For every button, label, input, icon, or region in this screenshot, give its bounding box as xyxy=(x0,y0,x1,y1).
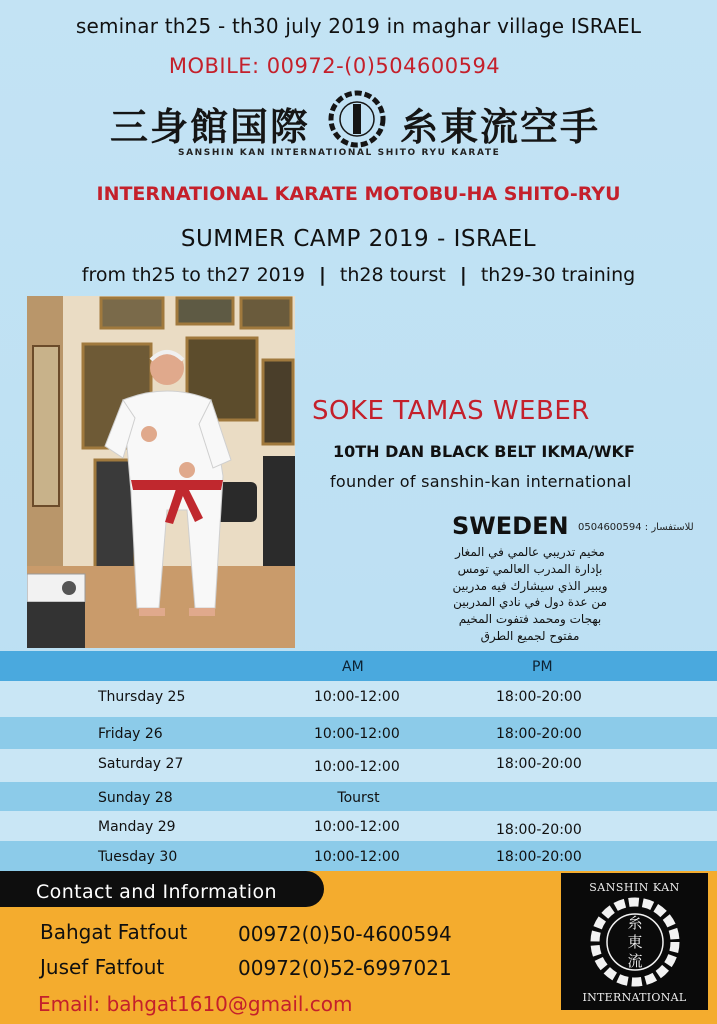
schedule-pm: 18:00-20:00 xyxy=(496,756,582,772)
schedule-header xyxy=(0,651,717,681)
badge-kanji: 東 xyxy=(627,933,643,951)
arabic-line: مفتوح لجميع الطرق xyxy=(480,628,580,643)
pm-column-header: PM xyxy=(532,659,553,675)
badge-bottom-text: INTERNATIONAL xyxy=(582,991,687,1004)
schedule-am: 10:00-12:00 xyxy=(314,759,400,775)
arabic-line: من عدة دول في نادي المدربين xyxy=(453,595,607,610)
sanshin-kan-logo xyxy=(110,86,610,166)
badge-kanji: 流 xyxy=(627,952,643,970)
instructor-photo xyxy=(27,296,295,648)
instructor-name: SOKE TAMAS WEBER xyxy=(312,396,590,426)
badge-top-text: SANSHIN KAN xyxy=(589,881,680,894)
wreath-emblem-icon xyxy=(583,895,687,989)
schedule-row xyxy=(0,782,717,811)
schedule-day: Thursday 25 xyxy=(98,689,186,705)
inquiry-phone: للاستفسار : 0504600594 xyxy=(578,522,694,533)
dates-range: from th25 to th27 2019 xyxy=(81,264,305,286)
arabic-line: بهجات ومحمد فتفوت المخيم xyxy=(458,612,602,627)
instructor-country: SWEDEN xyxy=(452,512,569,540)
schedule-am: 10:00-12:00 xyxy=(314,689,400,705)
schedule-day: Friday 26 xyxy=(98,726,163,742)
instructor-role: founder of sanshin-kan international xyxy=(330,472,632,491)
schedule-pm: 18:00-20:00 xyxy=(496,849,582,865)
schedule-tour-note: Tourst xyxy=(337,790,380,806)
schedule-am: 10:00-12:00 xyxy=(314,726,400,742)
schedule-row xyxy=(0,717,717,749)
logo-kanji-right: 糸東流空手 xyxy=(400,104,601,149)
instructor-rank: 10TH DAN BLACK BELT IKMA/WKF xyxy=(333,442,635,461)
arabic-description xyxy=(420,544,640,645)
schedule-day: Saturday 27 xyxy=(98,756,184,772)
schedule-day: Manday 29 xyxy=(98,819,176,835)
contact-name: Jusef Fatfout xyxy=(40,955,165,979)
camp-title: SUMMER CAMP 2019 - ISRAEL xyxy=(180,226,537,252)
contact-title: Contact and Information xyxy=(36,881,277,903)
dates-training: th29-30 training xyxy=(480,264,636,286)
schedule-day: Sunday 28 xyxy=(98,790,173,806)
arabic-line: ويبير الذي سيشارك فيه مدربين xyxy=(452,578,608,593)
dates-tour: th28 tourst xyxy=(339,264,446,286)
logo-kanji-left: 三身館国際 xyxy=(110,104,311,149)
schedule-pm: 18:00-20:00 xyxy=(496,822,582,838)
mobile-line: MOBILE: 00972-(0)504600594 xyxy=(168,54,501,78)
badge-kanji: 糸 xyxy=(627,914,643,932)
camp-dates xyxy=(0,264,717,286)
contact-phone: 00972(0)50-4600594 xyxy=(238,922,452,946)
schedule-am: 10:00-12:00 xyxy=(314,849,400,865)
wreath-emblem-icon xyxy=(322,86,392,152)
schedule-row xyxy=(0,841,717,871)
contact-email: Email: bahgat1610@gmail.com xyxy=(38,992,353,1016)
dates-separator: | xyxy=(459,264,467,286)
contact-phone: 00972(0)52-6997021 xyxy=(238,956,452,980)
arabic-line: بإدارة المدرب العالمي تومس xyxy=(457,561,603,576)
contact-name: Bahgat Fatfout xyxy=(40,920,188,944)
logo-subtitle: SANSHIN KAN INTERNATIONAL SHITO RYU KARATE xyxy=(178,148,501,158)
schedule-row xyxy=(0,749,717,782)
schedule-pm: 18:00-20:00 xyxy=(496,726,582,742)
dates-separator: | xyxy=(318,264,326,286)
am-column-header: AM xyxy=(342,659,364,675)
seminar-line: seminar th25 - th30 july 2019 in maghar village ISRAEL xyxy=(75,14,642,38)
sanshin-kan-badge xyxy=(561,873,708,1010)
schedule-pm: 18:00-20:00 xyxy=(496,689,582,705)
schedule-row xyxy=(0,811,717,841)
schedule-day: Tuesday 30 xyxy=(98,849,178,865)
schedule-row xyxy=(0,681,717,717)
organization-title: INTERNATIONAL KARATE MOTOBU-HA SHITO-RYU xyxy=(96,183,621,205)
arabic-line: مخيم تدريبي عالمي في المغار xyxy=(455,545,605,559)
schedule-am: 10:00-12:00 xyxy=(314,819,400,835)
